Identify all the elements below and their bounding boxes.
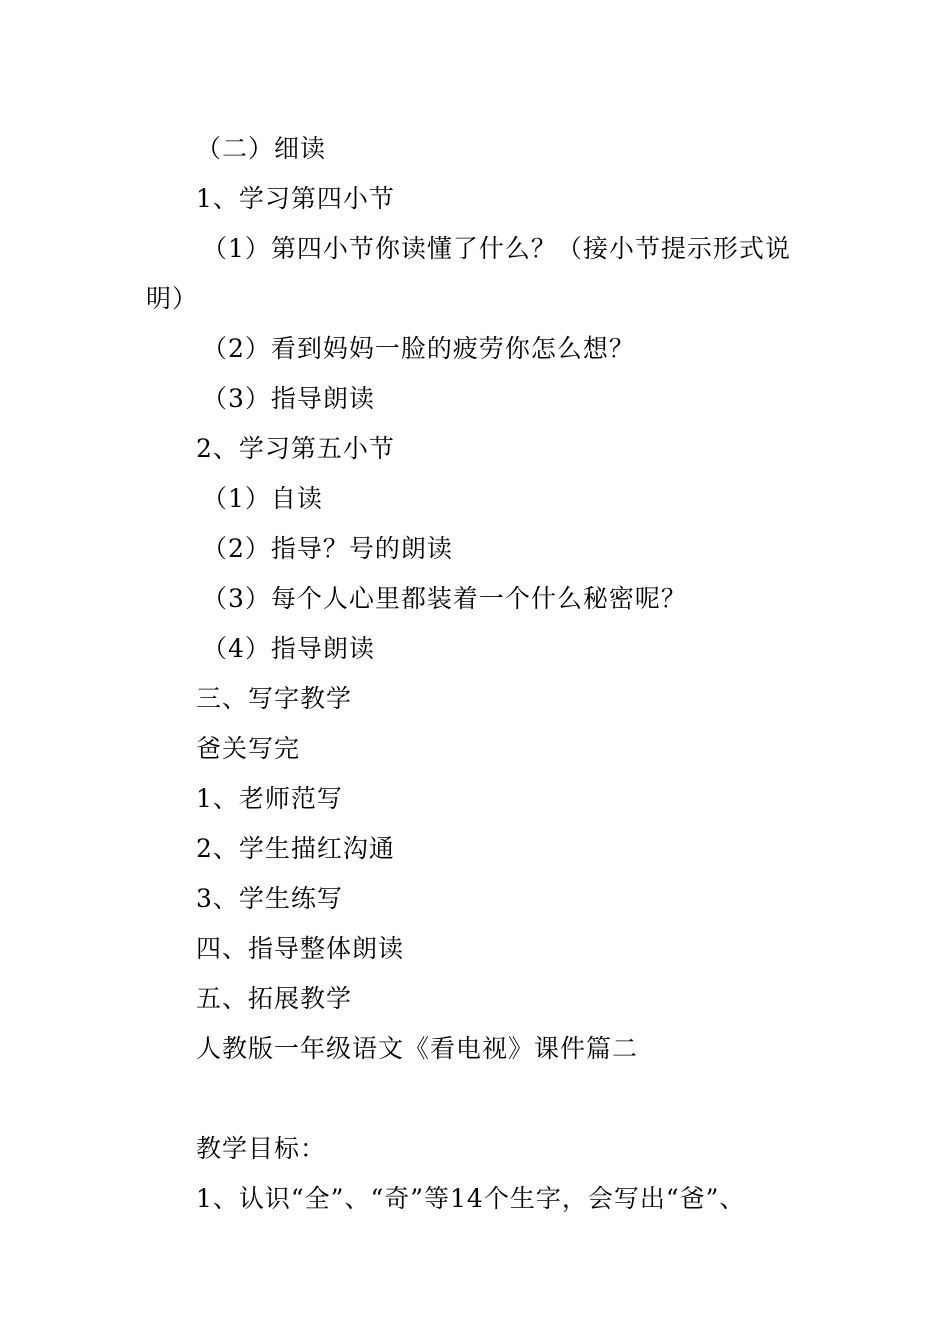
courseware-title-part-two: 人教版一年级语文《看电视》课件篇二 bbox=[196, 1034, 639, 1063]
question-continuation: 明） bbox=[146, 284, 199, 313]
section-heading-writing: 三、写字教学 bbox=[196, 684, 353, 713]
step-learn-stanza-five: 2、学习第五小节 bbox=[196, 434, 395, 463]
guide-question-mark-reading: （2）指导？号的朗读 bbox=[202, 534, 453, 563]
teaching-goals-heading: 教学目标： bbox=[196, 1134, 327, 1163]
self-reading: （1）自读 bbox=[202, 484, 323, 513]
guide-reading-aloud-2: （4）指导朗读 bbox=[202, 634, 375, 663]
section-heading-whole-reading: 四、指导整体朗读 bbox=[196, 934, 405, 963]
step-student-practice: 3、学生练写 bbox=[196, 884, 343, 913]
step-learn-stanza-four: 1、学习第四小节 bbox=[196, 184, 395, 213]
question-mother-tired: （2）看到妈妈一脸的疲劳你怎么想？ bbox=[202, 334, 635, 363]
goal-item-1: 1、认识“全”、“奇”等14个生字，会写出“爸”、 bbox=[196, 1184, 746, 1213]
writing-characters: 爸关写完 bbox=[196, 734, 301, 763]
section-heading-extension: 五、拓展教学 bbox=[196, 984, 353, 1013]
step-teacher-demo: 1、老师范写 bbox=[196, 784, 343, 813]
question-secret: （3）每个人心里都装着一个什么秘密呢？ bbox=[202, 584, 687, 613]
section-heading-close-reading: （二）细读 bbox=[196, 134, 327, 163]
step-student-trace: 2、学生描红沟通 bbox=[196, 834, 395, 863]
guide-reading-aloud-1: （3）指导朗读 bbox=[202, 384, 375, 413]
question-what-understood: （1）第四小节你读懂了什么？（接小节提示形式说 bbox=[202, 234, 791, 263]
